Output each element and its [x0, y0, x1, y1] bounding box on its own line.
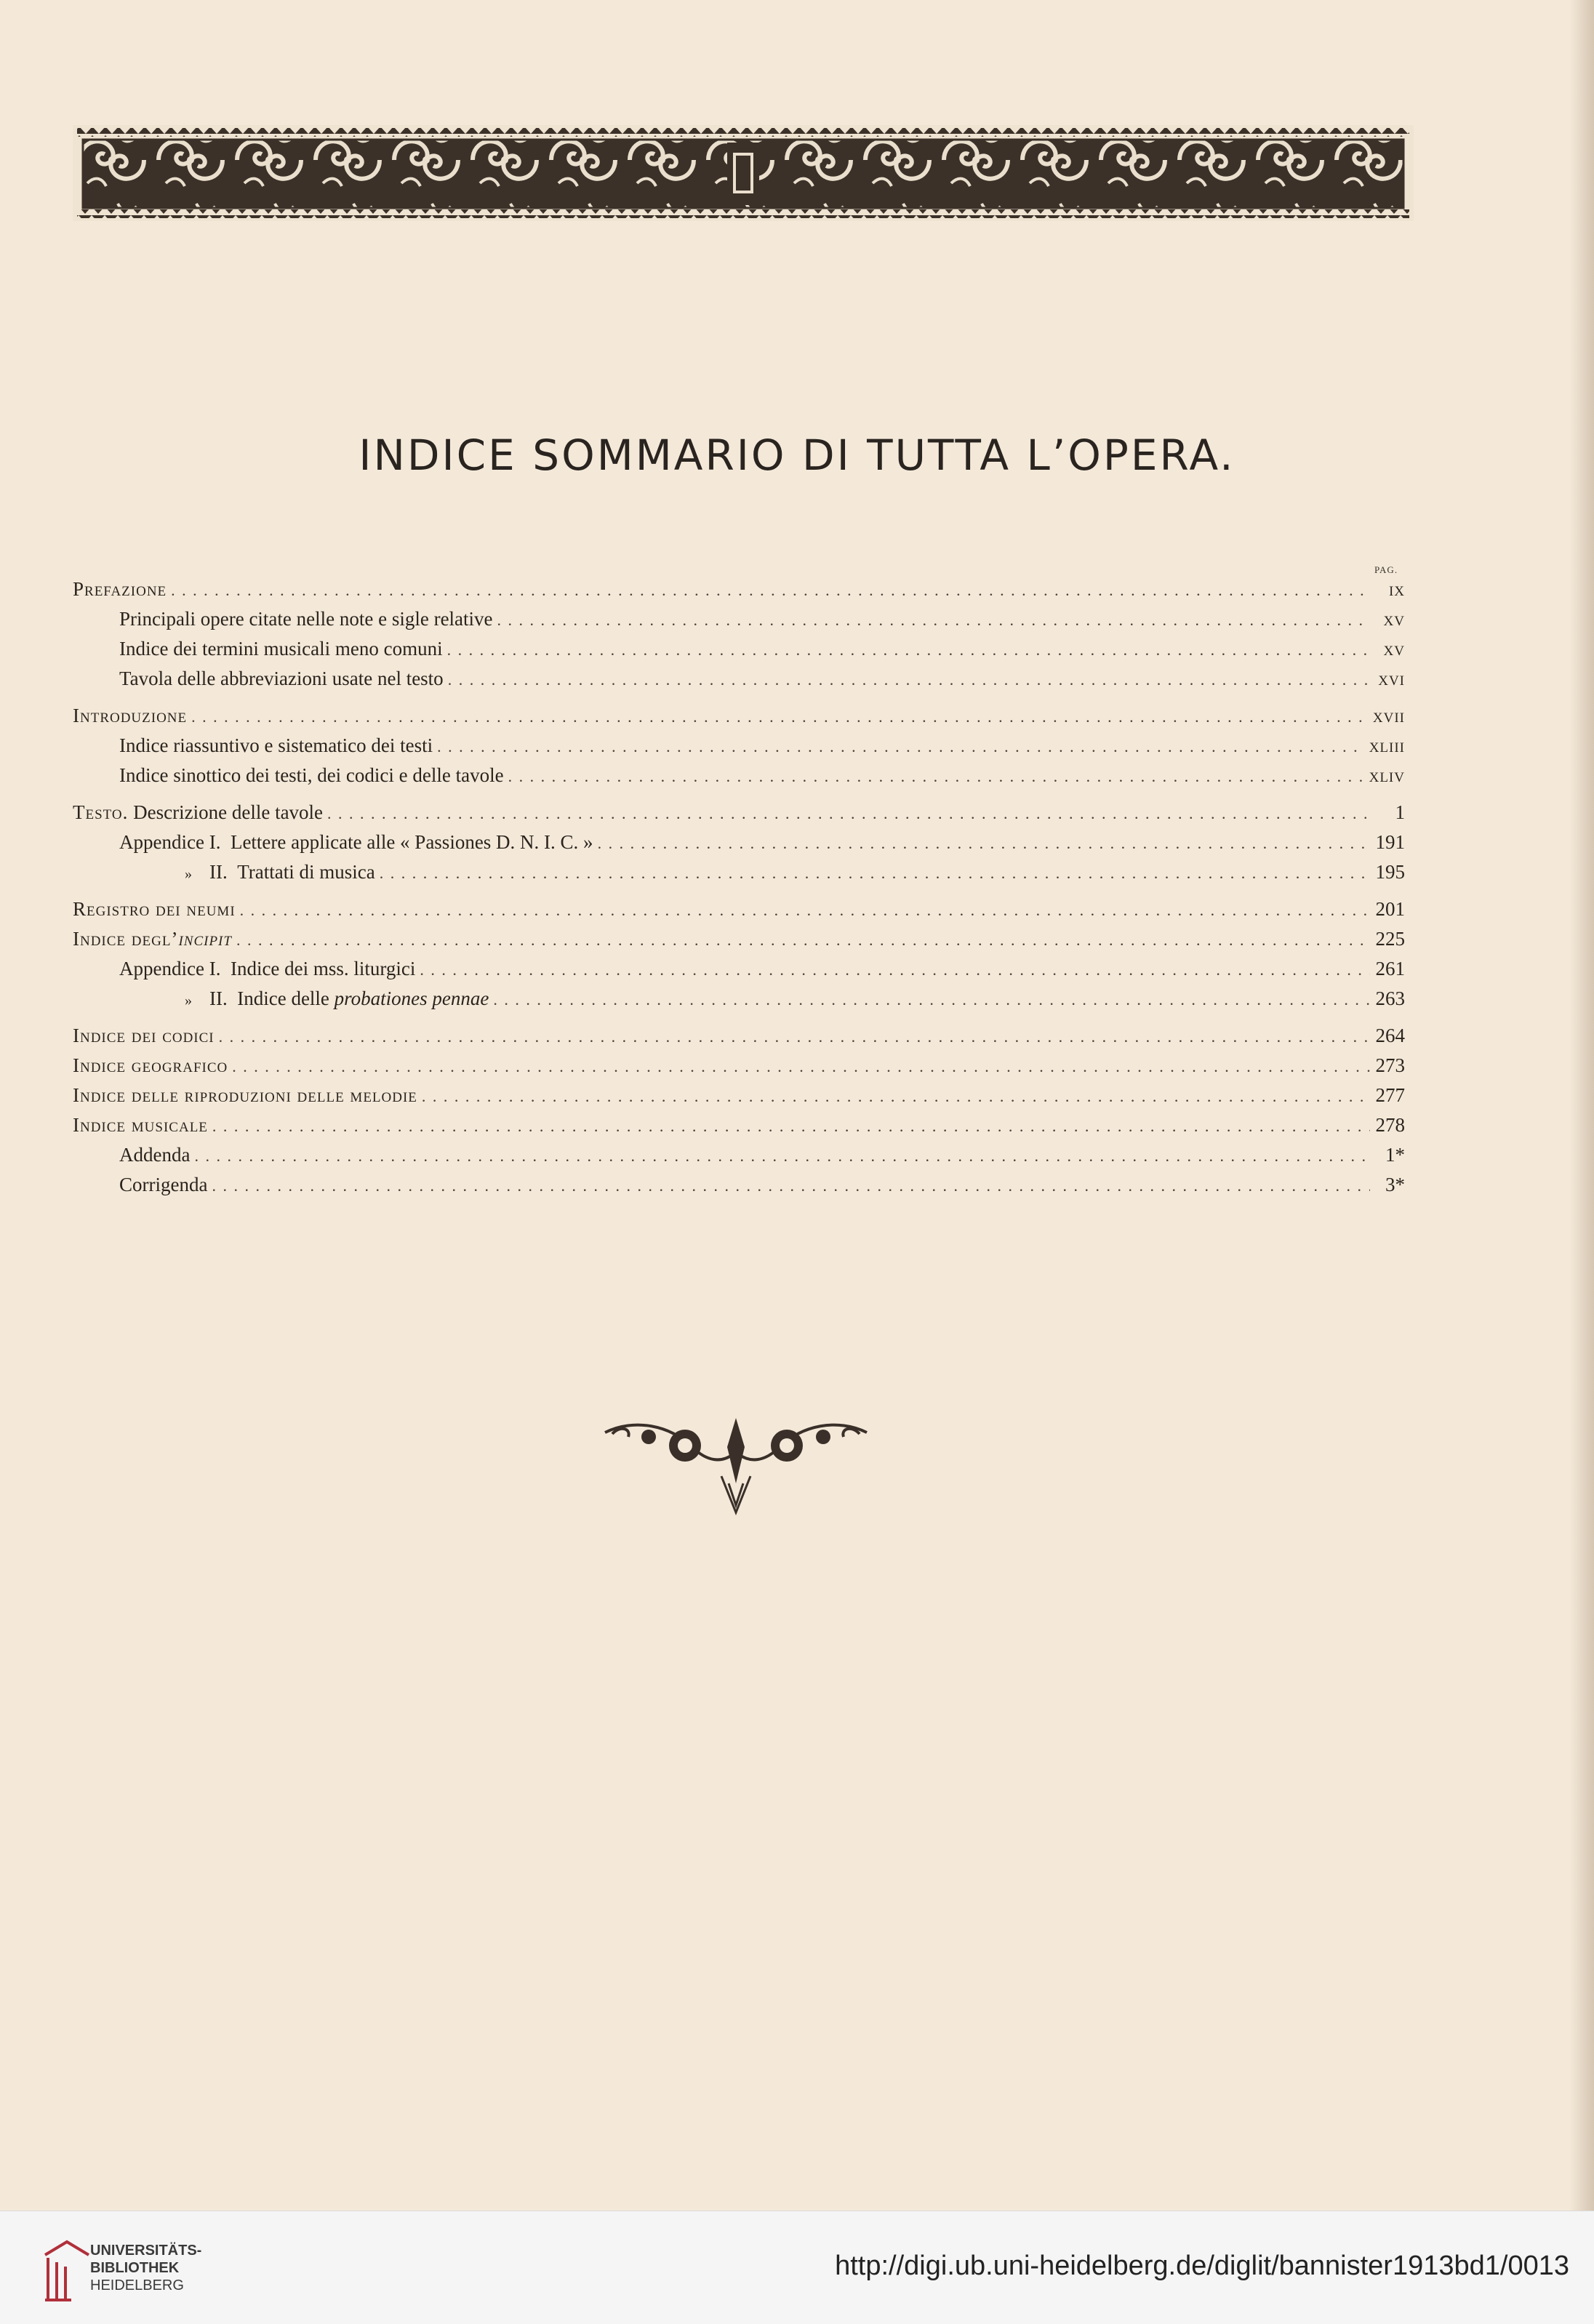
- toc-entry-registro: Registro dei neumi . . . 201: [73, 894, 1405, 924]
- toc-entry-testo: Testo. Descrizione delle tavole . . . 1: [73, 798, 1405, 828]
- toc-entry-codici: Indice dei codici . . . 264: [73, 1021, 1405, 1051]
- leader-dots: [212, 1111, 1370, 1141]
- leader-dots: [493, 985, 1369, 1014]
- leader-dots: [447, 635, 1370, 665]
- toc-entry-incipit: Indice degl’incipit . . . 225: [73, 924, 1405, 954]
- toc-entry-corrigenda: Corrigenda . . . 3*: [73, 1170, 1405, 1200]
- permalink-url[interactable]: http://digi.ub.uni-heidelberg.de/diglit/bannister1913bd1/0013: [835, 2251, 1569, 2281]
- toc-entry-appendice-2: » II. Trattati di musica . . . 195: [73, 857, 1405, 887]
- toc-entry-termini: Indice dei termini musicali meno comuni . . . xv: [73, 634, 1405, 664]
- page-title: INDICE SOMMARIO DI TUTTA L’OPERA.: [359, 430, 1235, 480]
- toc-entry-riassuntivo: Indice riassuntivo e sistematico dei testi . . . xliii: [73, 731, 1405, 761]
- leader-dots: [194, 1141, 1370, 1171]
- leader-dots: [598, 828, 1370, 858]
- leader-dots: [327, 798, 1370, 828]
- leader-dots: [420, 955, 1369, 985]
- leader-dots: [508, 761, 1363, 791]
- leader-dots: [191, 702, 1367, 732]
- toc-entry-principali: Principali opere citate nelle note e sigle relative . . . xv: [73, 604, 1405, 634]
- ornamental-header-band: [73, 125, 1414, 221]
- library-name: UNIVERSITÄTS- BIBLIOTHEK HEIDELBERG: [90, 2243, 202, 2293]
- toc-entry-geografico: Indice geografico . . . 273: [73, 1051, 1405, 1081]
- toc-entry-appendice-3: Appendice I. Indice dei mss. liturgici . . . 261: [73, 954, 1405, 984]
- leader-dots: [497, 605, 1370, 635]
- footer-bar: [0, 2211, 1594, 2324]
- toc-entry-abbreviazioni: Tavola delle abbreviazioni usate nel testo . . . xvi: [73, 664, 1405, 694]
- toc-entry-riproduzioni: Indice delle riproduzioni delle melodie . . . 277: [73, 1081, 1405, 1110]
- toc-entry-sinottico: Indice sinottico dei testi, dei codici e delle tavole . . . xliv: [73, 761, 1405, 790]
- leader-dots: [219, 1022, 1370, 1051]
- leader-dots: [422, 1081, 1370, 1111]
- page-column-label: PAG.: [1374, 564, 1398, 575]
- leader-dots: [171, 575, 1370, 605]
- toc-entry-prefazione: Prefazione . . . ix: [73, 574, 1405, 604]
- toc-entry-introduzione: Introduzione . . . xvii: [73, 701, 1405, 731]
- toc-entry-addenda: Addenda . . . 1*: [73, 1140, 1405, 1170]
- table-of-contents: [73, 574, 1405, 1200]
- leader-dots: [380, 858, 1370, 888]
- toc-entry-appendice-1: Appendice I. Lettere applicate alle « Passiones D. N. I. C. » . . . 191: [73, 828, 1405, 857]
- leader-dots: [240, 895, 1370, 925]
- leader-dots: [437, 732, 1363, 761]
- leader-dots: [232, 1051, 1369, 1081]
- toc-entry-appendice-4: » II. Indice delle probationes pennae . . . 263: [73, 984, 1405, 1014]
- toc-entry-musicale: Indice musicale . . . 278: [73, 1110, 1405, 1140]
- ornamental-vignette: [590, 1403, 881, 1520]
- leader-dots: [212, 1171, 1370, 1201]
- leader-dots: [236, 925, 1370, 955]
- leader-dots: [448, 665, 1370, 694]
